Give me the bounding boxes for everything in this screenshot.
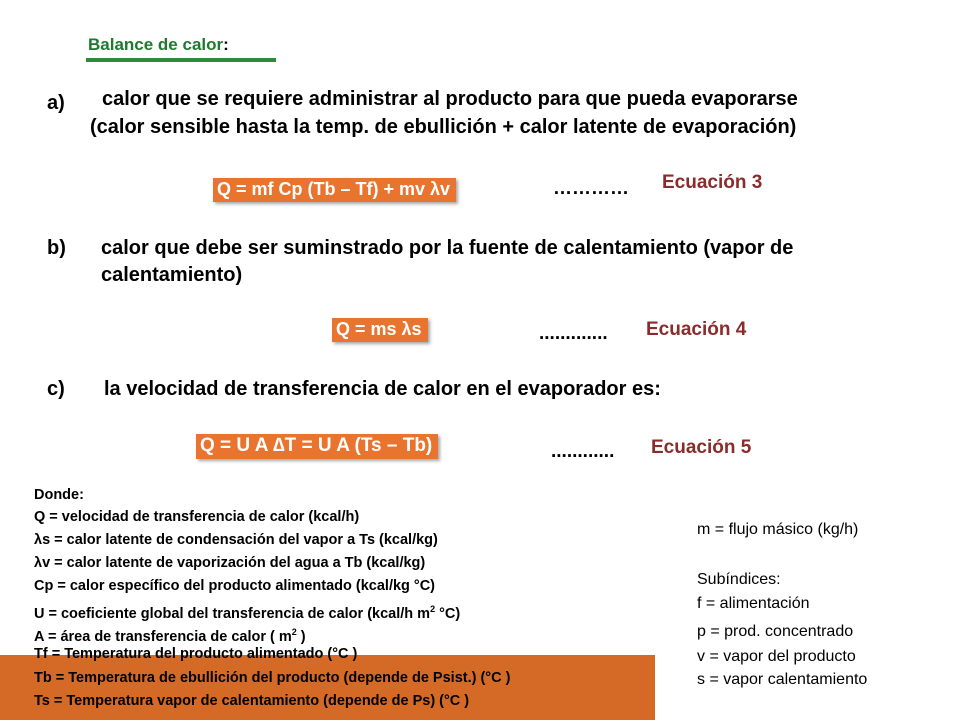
equation-3-dots: ………… — [553, 178, 629, 199]
item-b-line1: calor que debe ser suminstrado por la fuente de calentamiento (vapor de — [101, 237, 794, 259]
definitions-heading: Donde: — [34, 487, 84, 503]
equation-4-label: Ecuación 4 — [646, 319, 747, 340]
equation-3-label: Ecuación 3 — [662, 172, 763, 193]
definition-u-unit: °C) — [435, 605, 461, 622]
accent-bar — [0, 655, 655, 720]
title-colon: : — [223, 35, 229, 54]
item-a-marker: a) — [47, 92, 65, 114]
definition-a-superscript: 2 — [291, 627, 297, 637]
definition-a — [34, 623, 306, 646]
subindex-v: v = vapor del producto — [697, 648, 856, 665]
definition-lambda-s: λs = calor latente de condensación del vapor a Ts (kcal/kg) — [34, 532, 438, 548]
equation-5-label: Ecuación 5 — [651, 437, 752, 458]
item-a-line2: (calor sensible hasta la temp. de ebullición + calor latente de evaporación) — [90, 116, 797, 138]
item-c-line1: la velocidad de transferencia de calor en el evaporador es: — [104, 378, 661, 400]
slide-title — [88, 35, 229, 55]
definition-tb: Tb = Temperatura de ebullición del producto (depende de Psist.) (°C ) — [34, 670, 511, 686]
equation-5-box: Q = U A ∆T = U A (Ts – Tb) — [196, 434, 438, 459]
subindices-heading: Subíndices: — [697, 571, 781, 588]
definition-cp: Cp = calor específico del producto alimentado (kcal/kg °C) — [34, 578, 436, 594]
subindex-s: s = vapor calentamiento — [697, 671, 868, 688]
definition-q: Q = velocidad de transferencia de calor (kcal/h) — [34, 509, 360, 525]
subindex-f: f = alimentación — [697, 595, 810, 612]
equation-5-dots: ............ — [551, 441, 615, 462]
item-a-line1: calor que se requiere administrar al producto para que pueda evaporarse — [102, 88, 798, 110]
definition-ts: Ts = Temperatura vapor de calentamiento (depende de Ps) (°C ) — [34, 693, 470, 709]
item-b-line2: calentamiento) — [101, 264, 243, 286]
definition-a-text: A = área de transferencia de calor ( m — [34, 628, 292, 645]
title-text: Balance de calor — [88, 35, 224, 54]
equation-3-box: Q = mf Cp (Tb – Tf) + mv λv — [213, 178, 456, 202]
subindex-p: p = prod. concentrado — [697, 623, 854, 640]
equation-4-dots: ............. — [539, 323, 608, 344]
note-m: m = flujo másico (kg/h) — [697, 521, 859, 538]
definition-u — [34, 600, 460, 623]
definition-tf: Tf = Temperatura del producto alimentado (°C ) — [34, 646, 358, 662]
item-c-marker: c) — [47, 378, 65, 400]
definition-u-text: U = coeficiente global del transferencia de calor (kcal/h m — [34, 605, 431, 622]
title-underline — [86, 58, 276, 62]
definition-u-superscript: 2 — [430, 604, 436, 614]
equation-4-box: Q = ms λs — [332, 318, 428, 342]
definition-a-unit: ) — [296, 628, 306, 645]
item-b-marker: b) — [47, 237, 66, 259]
definition-lambda-v: λv = calor latente de vaporización del agua a Tb (kcal/kg) — [34, 555, 426, 571]
